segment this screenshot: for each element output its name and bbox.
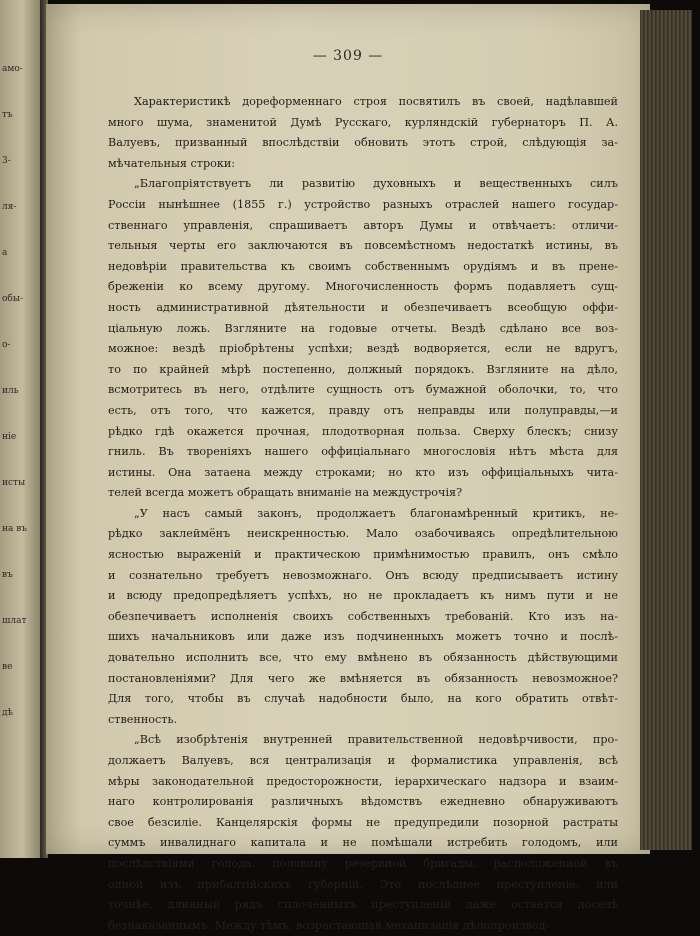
- text-line: телей всегда можетъ обращать вниманіе на междустрочія?: [108, 486, 463, 500]
- text-line: и сознательно требуетъ невозможнаго. Онъ всюду предписываетъ истину: [108, 568, 618, 582]
- text-line: ясностью выраженій и практическою примѣнимостью правилъ, онъ смѣло: [108, 548, 618, 562]
- page-number: — 309 —: [312, 48, 384, 64]
- text-line: „Всѣ изобрѣтенія внутренней правительственной недовѣрчивости, про-: [134, 733, 618, 747]
- text-line: постановленіями? Для чего же вмѣняется въ обязанность невозможное?: [108, 671, 618, 685]
- left-page-fragment: а: [2, 248, 8, 258]
- left-page-fragment: ля-: [2, 202, 17, 212]
- left-page-fragment: иль: [2, 386, 19, 396]
- left-page-fragment: на въ: [2, 524, 28, 534]
- text-line: „Благопріятствуетъ ли развитію духовныхъ и вещественныхъ силъ: [134, 177, 618, 191]
- text-line: свое безсиліе. Канцелярскія формы не предупредили позорной растраты: [108, 815, 618, 829]
- text-line: мѣры законодательной предосторожности, іерархическаго надзора и взаим-: [108, 774, 618, 788]
- left-page-fragment: ве: [2, 662, 13, 672]
- text-line: „У насъ самый законъ, продолжаетъ благонамѣренный критикъ, не-: [134, 506, 618, 520]
- text-line: есть, отъ того, что кажется, правду отъ неправды или полуправды,—и: [108, 403, 618, 417]
- page-stack-edge: [640, 10, 692, 850]
- page-body: [108, 92, 618, 936]
- left-page-fragment: въ: [2, 570, 13, 580]
- left-page-fragment: о-: [2, 340, 11, 350]
- paragraph: [108, 504, 618, 731]
- left-page-fragment: тъ: [2, 110, 13, 120]
- text-line: Валуевъ, призванный впослѣдствіи обновить этотъ строй, слѣдующія за-: [108, 136, 618, 150]
- paragraph: [108, 92, 618, 174]
- text-line: шихъ начальниковъ или даже изъ подчиненныхъ можетъ точно и послѣ-: [108, 630, 618, 644]
- text-line: довательно исполнить все, что ему вмѣнено въ обязанность дѣйствующими: [108, 651, 618, 665]
- text-line: послѣдствіями голода, половину резервной бригады, расположенной въ: [108, 856, 618, 870]
- text-line: бреженіи ко всему другому. Многочисленность формъ подавляетъ сущ-: [108, 280, 618, 294]
- left-page-fragment: дѣ: [2, 708, 13, 718]
- text-line: точнѣе, длинный рядъ сплочённыхъ преступленій даже остается доселѣ: [108, 898, 618, 912]
- text-line: тельныя черты его заключаются въ повсемѣстномъ недостаткѣ истины, въ: [108, 239, 618, 253]
- left-page-fragment: 3-: [2, 156, 11, 166]
- text-line: ность административной дѣятельности и обезпечиваетъ всеобщую оффи-: [108, 300, 618, 314]
- text-line: Россіи нынѣшнее (1855 г.) устройство разныхъ отраслей нашего государ-: [108, 197, 618, 211]
- left-page-fragment: амо-: [2, 64, 23, 74]
- text-line: должаетъ Валуевъ, вся централизація и формалистика управленія, всѣ: [108, 754, 618, 767]
- text-line: гниль. Въ твореніяхъ нашего оффиціальнаго многословія нѣтъ мѣста для: [108, 445, 618, 459]
- text-line: то по крайней мѣрѣ постепенно, должный порядокъ. Взгляните на дѣло,: [108, 362, 618, 376]
- text-line: обезпечиваетъ исполненія своихъ собственныхъ требованій. Кто изъ на-: [108, 609, 618, 623]
- text-line: ственность.: [108, 712, 178, 726]
- left-page-fragment: обы-: [2, 294, 24, 304]
- text-line: наго контролированія различныхъ вѣдомствъ ежедневно обнаруживаютъ: [108, 795, 618, 809]
- text-line: мѣчательныя строки:: [108, 156, 236, 170]
- text-line: Для того, чтобы въ случаѣ надобности было, на кого обратить отвѣт-: [108, 692, 618, 706]
- text-line: недовѣріи правительства къ своимъ собственнымъ орудіямъ и въ прене-: [108, 259, 618, 273]
- text-line: ціальную ложь. Взгляните на годовые отчеты. Вездѣ сдѣлано все воз-: [108, 321, 618, 335]
- left-page-fragment: ніе: [2, 432, 17, 442]
- book-page: [46, 4, 650, 932]
- text-line: много шума, знаменитой Думѣ Русскаго, курляндскій губернаторъ П. А.: [108, 115, 618, 129]
- text-line: безнаказаннымъ. Между тѣмъ, возрастающая механизація дѣлопроизвод-: [108, 918, 550, 932]
- paragraph: [108, 174, 618, 504]
- previous-page-edge: [0, 0, 40, 858]
- text-line: истины. Она затаена между строками; но кто изъ оффиціальныхъ чита-: [108, 465, 618, 479]
- left-page-fragment: исты: [2, 478, 26, 488]
- paragraph: [108, 730, 618, 936]
- text-line: Характеристикѣ дореформеннаго строя посвятилъ въ своей, надѣлавшей: [134, 95, 618, 108]
- text-line: одной изъ прибалтійскихъ губерній. Это послѣднее преступленіе, или: [108, 877, 618, 891]
- text-line: рѣдко заклеймёнъ неискренностью. Мало озабочиваясь опредѣлительною: [108, 527, 618, 541]
- text-line: и всюду предопредѣляетъ успѣхъ, но не прокладаетъ къ нимъ пути и не: [108, 589, 618, 603]
- text-line: всмотритесь въ него, отдѣлите сущность отъ бумажной оболочки, то, что: [108, 383, 618, 397]
- text-line: рѣдко гдѣ окажется прочная, плодотворная польза. Сверху блескъ; снизу: [108, 424, 618, 438]
- left-page-fragment: шлат: [2, 616, 27, 626]
- text-line: суммъ инвалиднаго капитала и не помѣшали истребить голодомъ, или: [108, 836, 618, 850]
- text-line: ственнаго управленія, спрашиваетъ авторъ Думы и отвѣчаетъ: отличи-: [108, 218, 618, 232]
- text-line: можное: вездѣ пріобрѣтены успѣхи; вездѣ водворяется, если не вдругъ,: [108, 342, 618, 356]
